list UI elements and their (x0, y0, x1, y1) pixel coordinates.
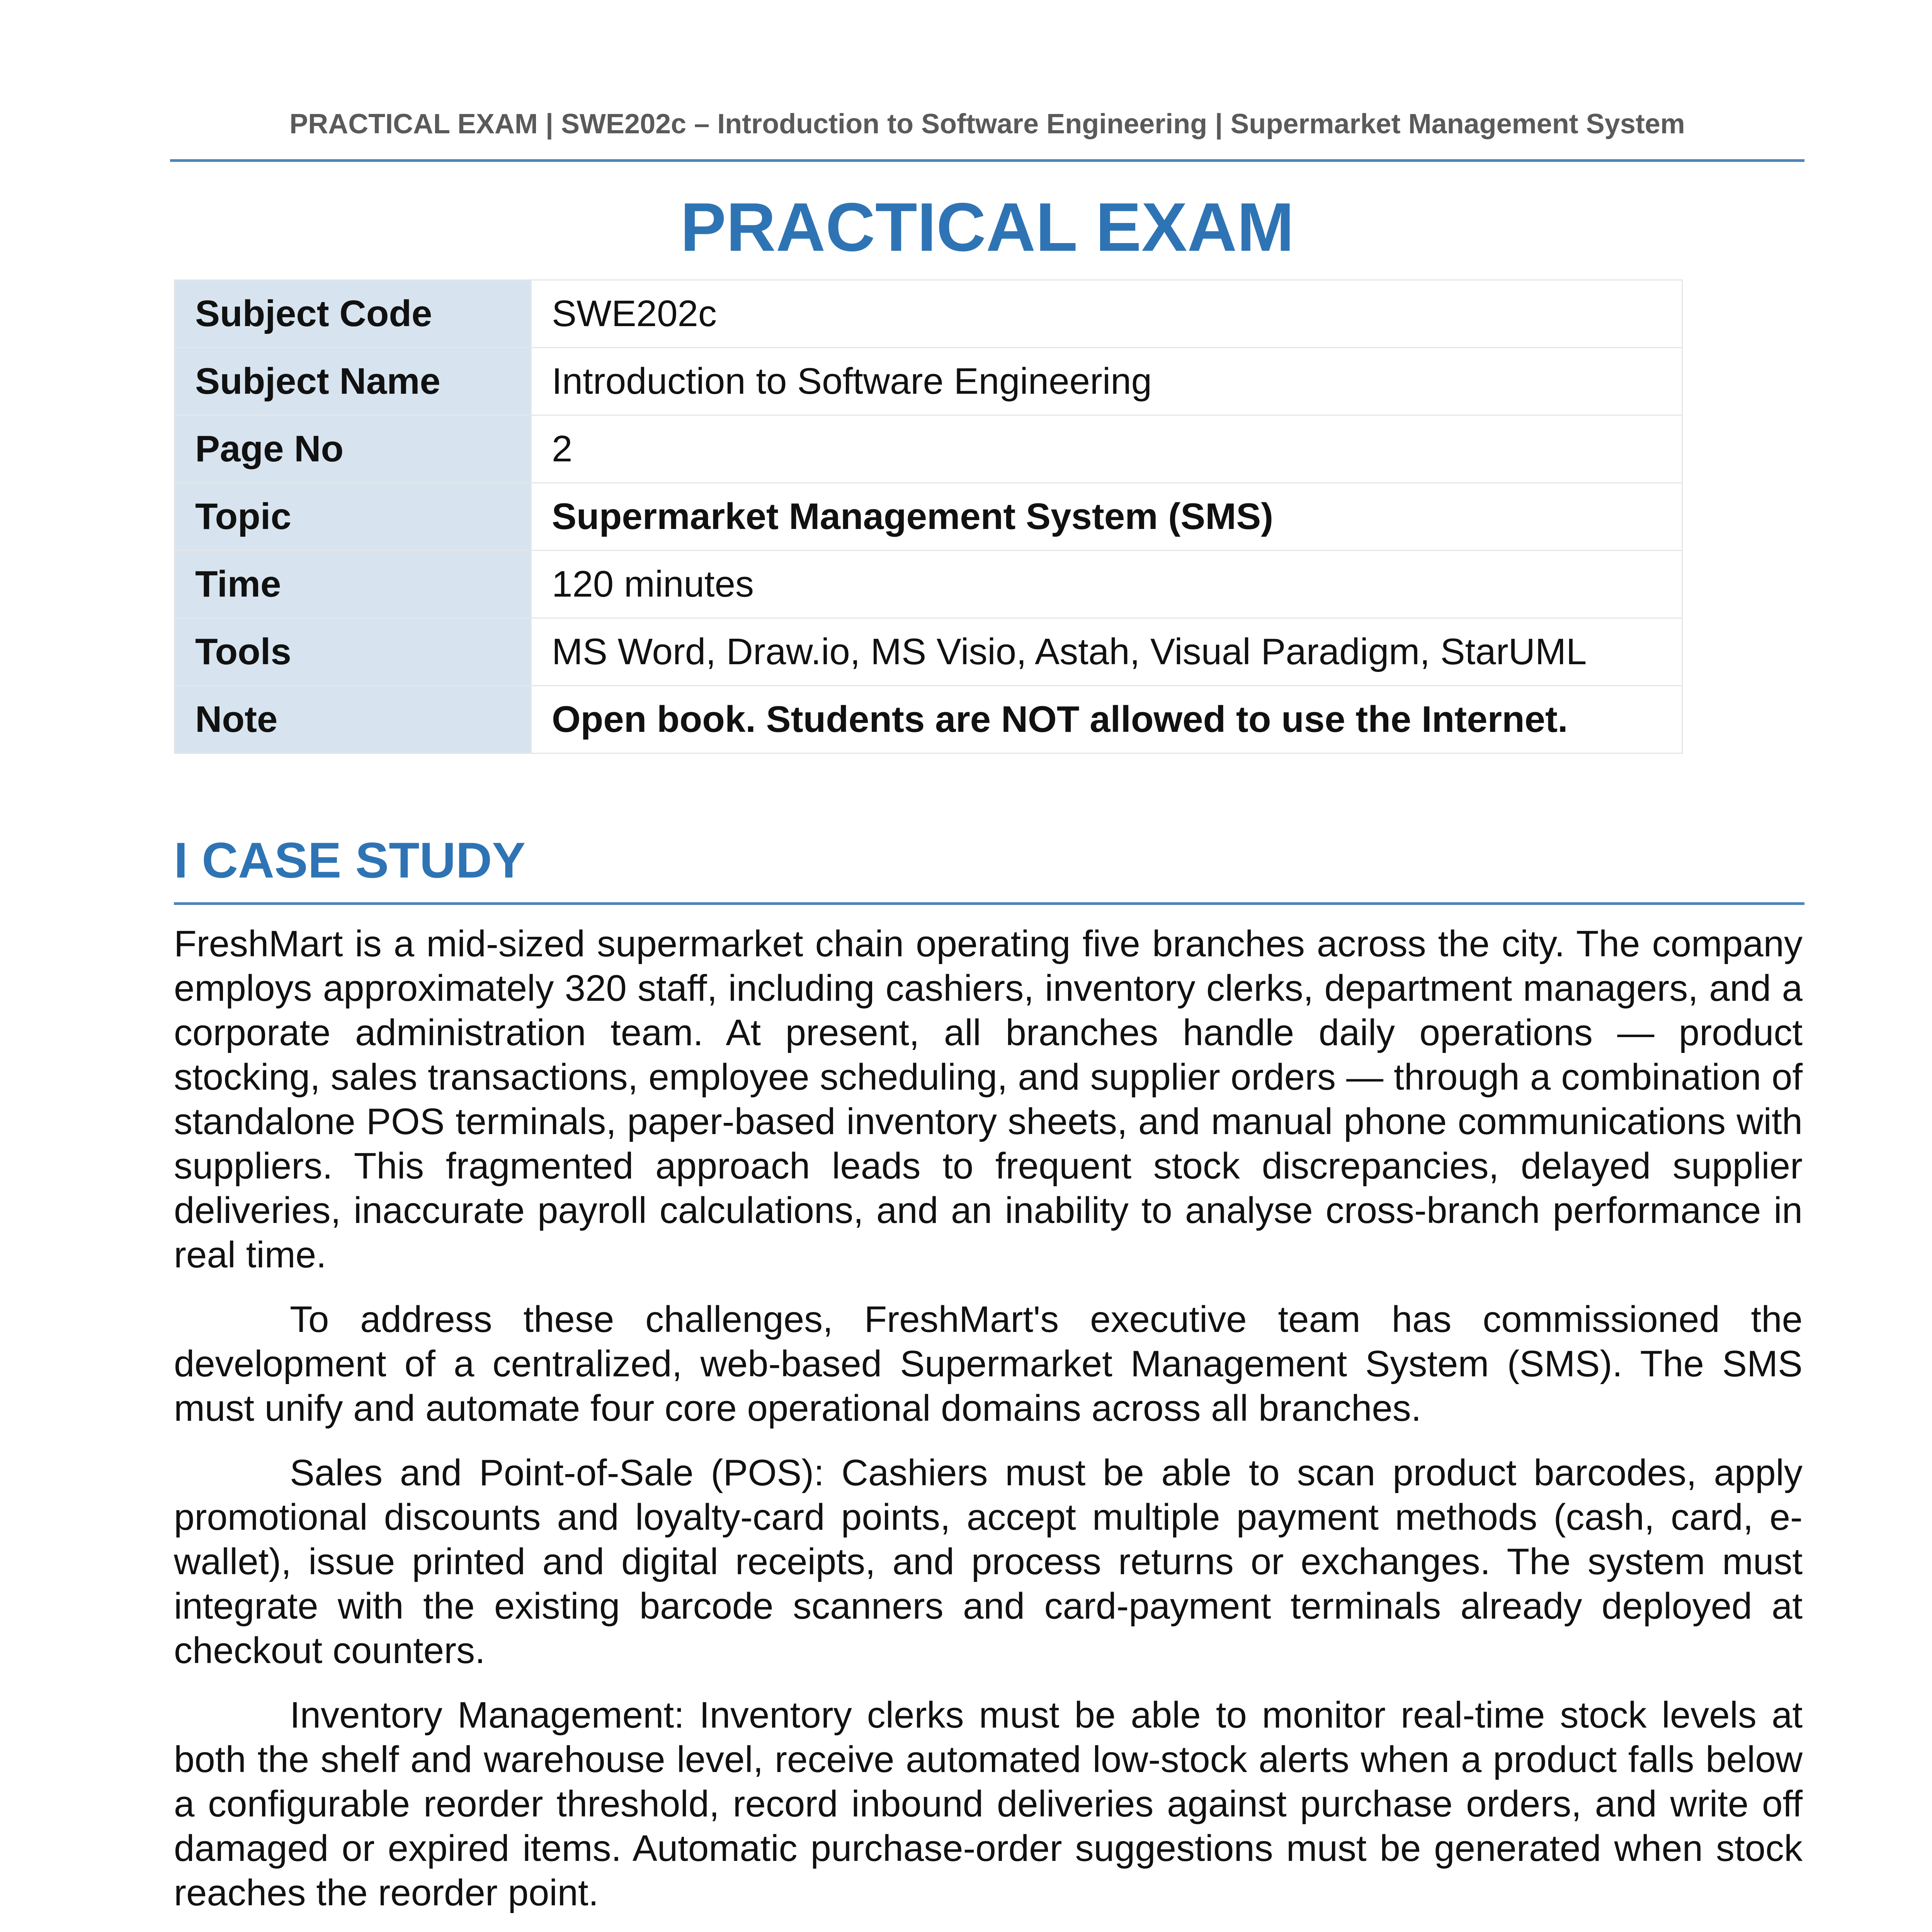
row-value: Supermarket Management System (SMS) (531, 483, 1682, 551)
running-header: PRACTICAL EXAM | SWE202c – Introduction to Software Engineering | Supermarket Management System (289, 109, 1685, 139)
row-value: MS Word, Draw.io, MS Visio, Astah, Visual Paradigm, StarUML (531, 618, 1682, 686)
table-row (175, 415, 1682, 483)
case-study-body (174, 922, 1803, 1932)
row-value: SWE202c (531, 280, 1682, 348)
paragraph: To address these challenges, FreshMart's executive team has commissioned the development of a centralized, web-based Supermarket Management System (SMS). The SMS must unify and automate four core operational domains across all branches. (174, 1299, 1803, 1429)
row-value: 2 (531, 415, 1682, 483)
row-value: 120 minutes (531, 551, 1682, 618)
paragraph: Sales and Point-of-Sale (POS): Cashiers must be able to scan product barcodes, apply promotional discounts and loyalty-card points, accept multiple payment methods (cash, card, e-wallet), issue printed and digital receipts, and process returns or exchanges. The system must integrate with the existing barcode scanners and card-payment terminals already deployed at checkout counters. (174, 1452, 1803, 1671)
table-row (175, 348, 1682, 415)
paragraph: Inventory Management: Inventory clerks must be able to monitor real-time stock levels at both the shelf and warehouse level, receive automated low-stock alerts when a product falls below a configurable reorder threshold, record inbound deliveries against purchase orders, and write off damaged or expired items. Automatic purchase-order suggestions must be generated when stock reaches the reorder point. (174, 1694, 1803, 1913)
row-label: Subject Code (175, 280, 531, 348)
row-label: Tools (175, 618, 531, 686)
row-label: Note (175, 686, 531, 753)
table-row (175, 483, 1682, 551)
table-row (175, 618, 1682, 686)
row-label: Time (175, 551, 531, 618)
table-row (175, 280, 1682, 348)
row-label: Subject Name (175, 348, 531, 415)
paragraph: FreshMart is a mid-sized supermarket chain operating five branches across the city. The company employs approximately 320 staff, including cashiers, inventory clerks, department managers, and a corporate administration team. At present, all branches handle daily operations — product stocking, sales transactions, employee scheduling, and supplier orders — through a combination of standalone POS terminals, paper-based inventory sheets, and manual phone communications with suppliers. This fragmented approach leads to frequent stock discrepancies, delayed supplier deliveries, inaccurate payroll calculations, and an inability to analyse cross-branch performance in real time. (174, 923, 1803, 1276)
header-divider (170, 159, 1804, 162)
section-divider (174, 902, 1804, 905)
row-value: Open book. Students are NOT allowed to use the Internet. (531, 686, 1682, 753)
row-value: Introduction to Software Engineering (531, 348, 1682, 415)
document-title: PRACTICAL EXAM (680, 189, 1294, 265)
table-row (175, 551, 1682, 618)
row-label: Page No (175, 415, 531, 483)
section-heading: I CASE STUDY (174, 832, 526, 888)
table-row (175, 686, 1682, 753)
row-label: Topic (175, 483, 531, 551)
exam-info-table (174, 279, 1683, 754)
